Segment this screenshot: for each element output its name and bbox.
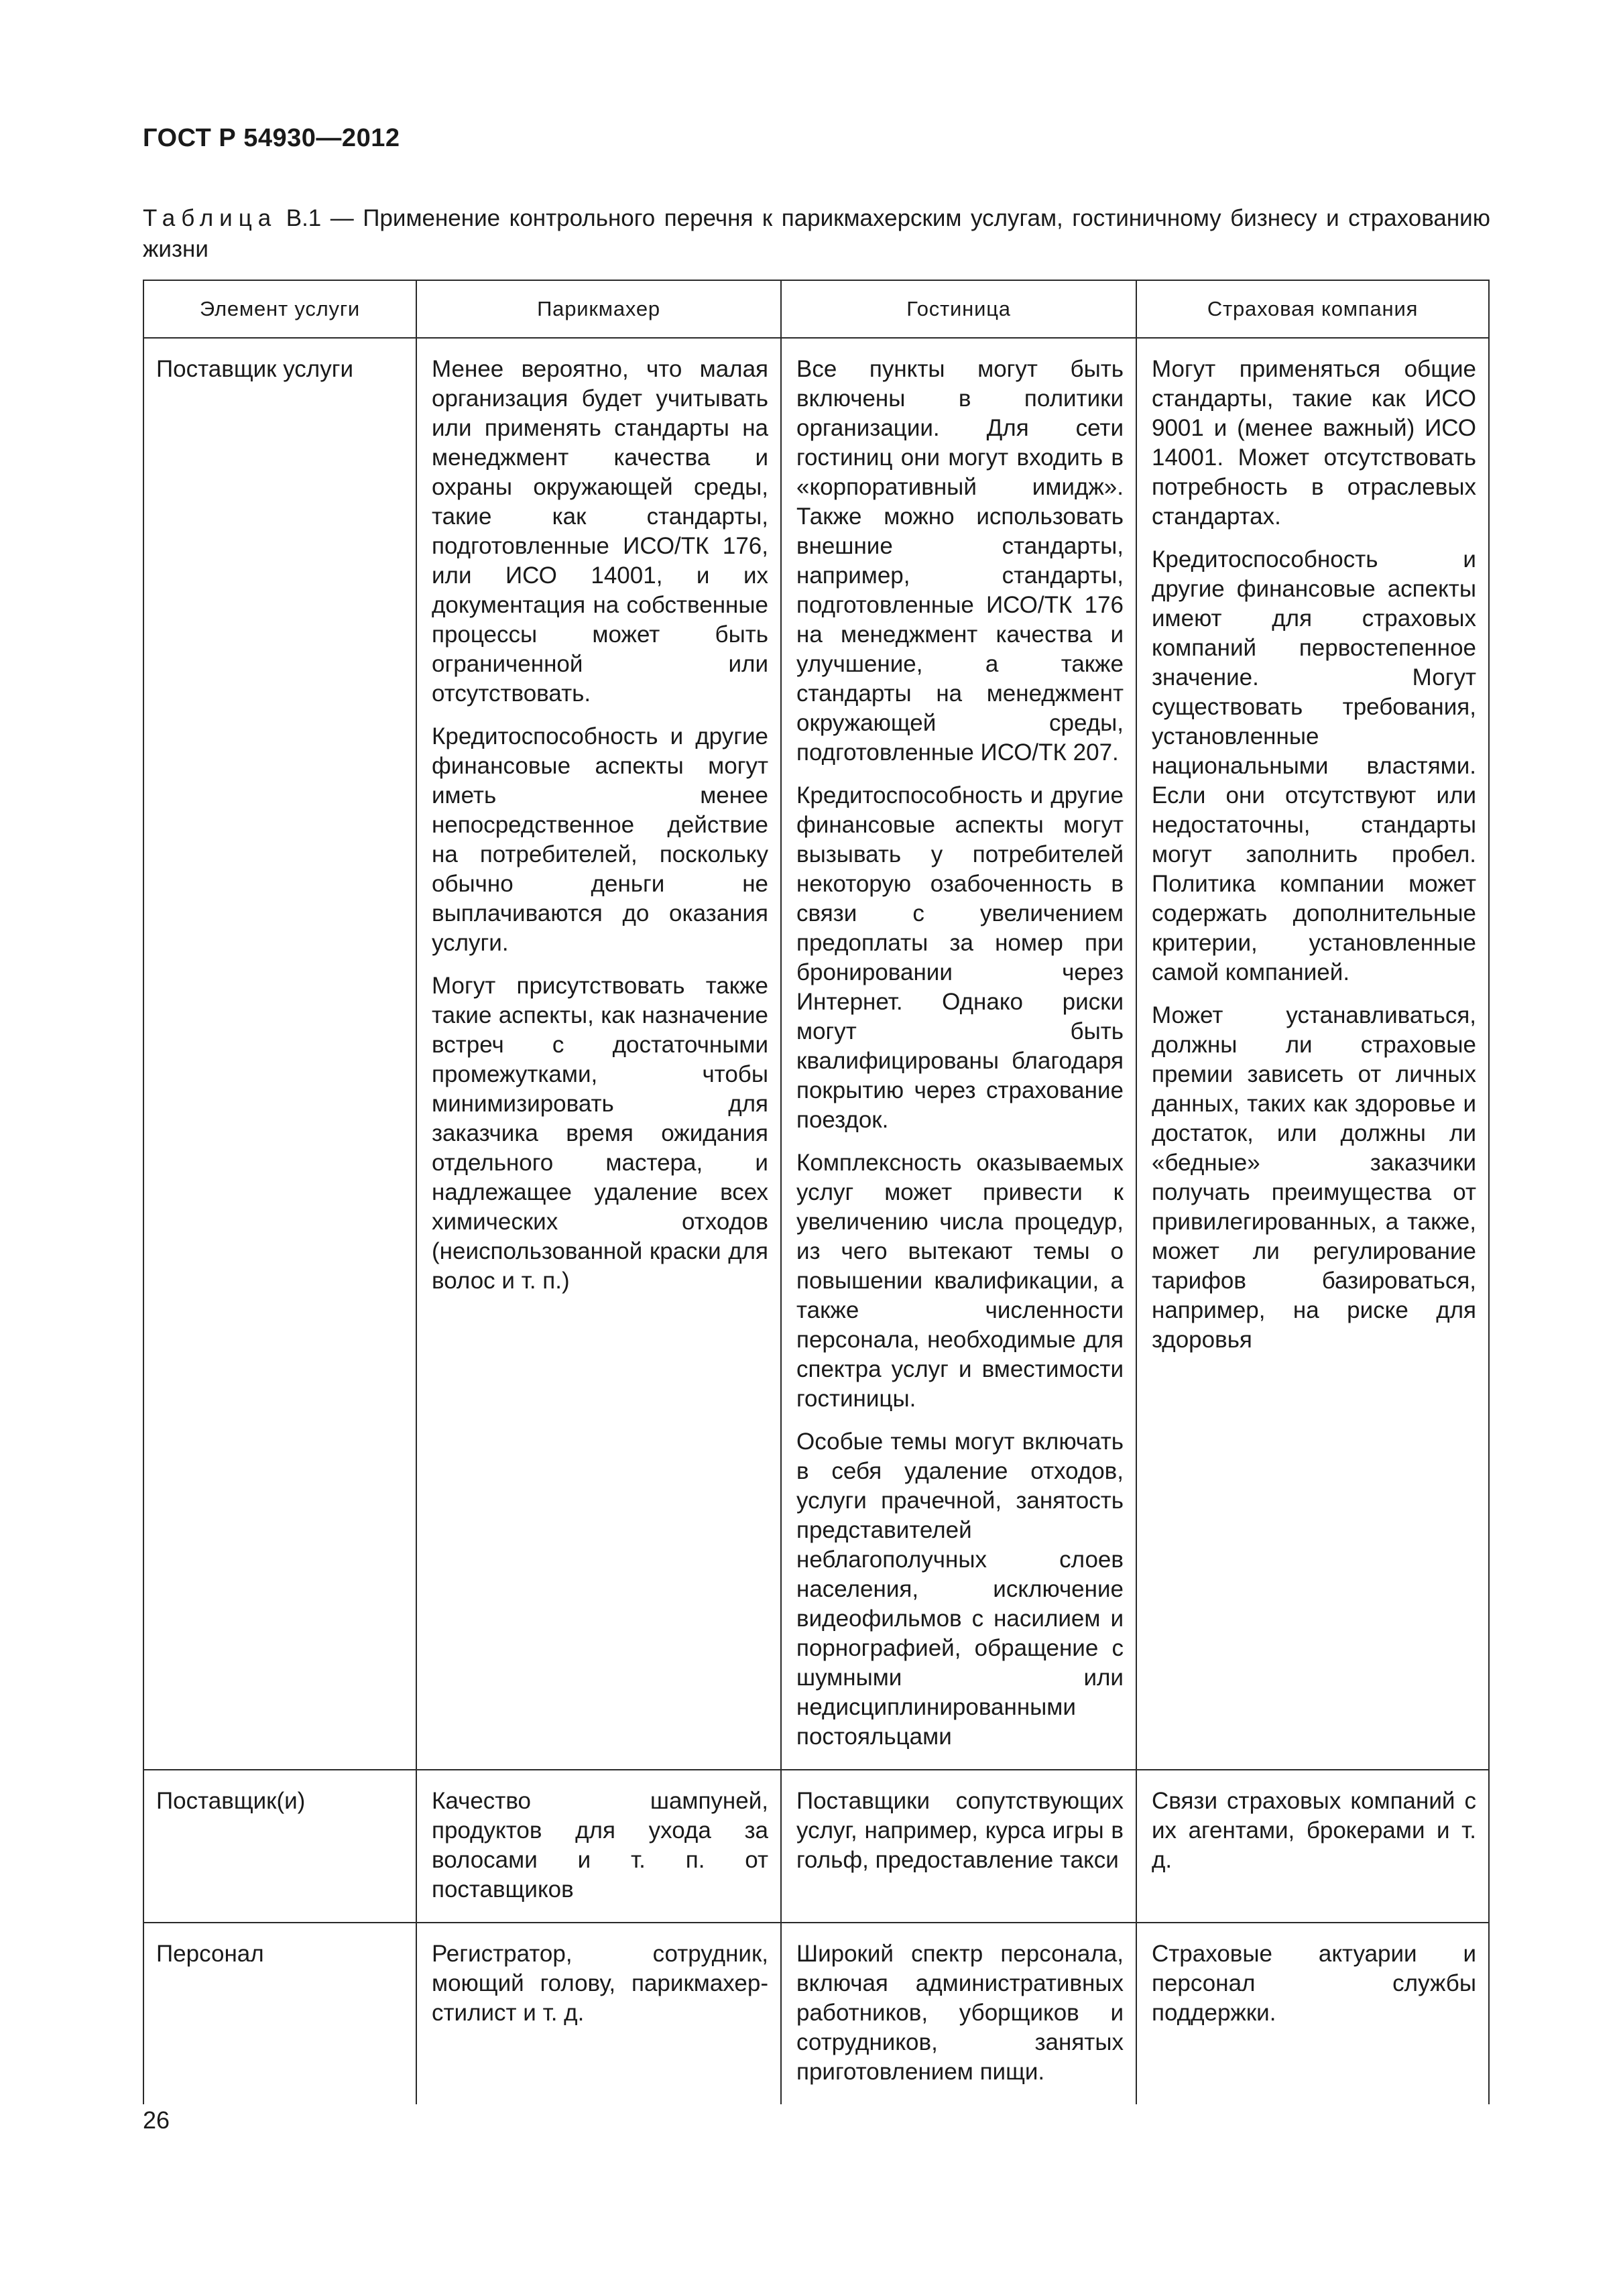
cell-paragraph: Связи страховых компаний с их агентами, брокерами и т. д. (1152, 1788, 1476, 1873)
cell-hairdresser (416, 338, 781, 1770)
cell-hotel (781, 1923, 1136, 2104)
cell-paragraph: Кредитоспособность и другие финансовые аспекты могут иметь менее непосредственное действие на потребителей, поскольку обычно деньги не выплачиваются до оказания услуги. (432, 723, 768, 956)
cell-paragraph: Регистратор, сотрудник, моющий голову, парикмахер-стилист и т. д. (432, 1941, 768, 2026)
cell-hairdresser (416, 1770, 781, 1923)
page-number: 26 (143, 2106, 170, 2134)
cell-paragraph: Могут присутствовать также такие аспекты, как назначение встреч с достаточными промежутками, чтобы минимизировать для заказчика время ожидания отдельного мастера, и надлежащее удаление всех химических отходов (неиспользованной краски для волос и т. п.) (432, 973, 768, 1294)
cell-insurance (1136, 1770, 1489, 1923)
table-caption-text: В.1 — Применение контрольного перечня к парикмахерским услугам, гостиничному бизнесу и страхованию жизни (143, 205, 1490, 262)
table-header-row (143, 280, 1489, 338)
table-caption (143, 203, 1490, 265)
cell-paragraph: Может устанавливаться, должны ли страховые премии зависеть от личных данных, таких как здоровье и достаток, или должны ли «бедные» заказчики получать преимущества от привилегированных, а также, может ли регулирование тарифов базироваться, например, на риске для здоровья (1152, 1002, 1476, 1353)
cell-service-element: Персонал (143, 1923, 416, 2104)
cell-paragraph: Качество шампуней, продуктов для ухода за волосами и т. п. от поставщиков (432, 1788, 768, 1902)
cell-paragraph: Все пункты могут быть включены в политики организации. Для сети гостиниц они могут входить в «корпоративный имидж». Также можно использовать внешние стандарты, например, стандарты, подготовленные ИСО/ТК 176 на менеджмент качества и улучшение, а также стандарты на менеджмент окружающей среды, подготовленные ИСО/ТК 207. (796, 356, 1124, 766)
cell-hotel (781, 338, 1136, 1770)
cell-paragraph: Особые темы могут включать в себя удаление отходов, услуги прачечной, занятость представителей неблагополучных слоев населения, исключение видеофильмов с насилием и порнографией, обращение с шумными или недисциплинированными постояльцами (796, 1429, 1124, 1750)
cell-paragraph: Страховые актуарии и персонал службы поддержки. (1152, 1941, 1476, 2026)
cell-paragraph: Комплексность оказываемых услуг может привести к увеличению числа процедур, из чего вытекают темы о повышении квалификации, а также численности персонала, необходимые для спектра услуг и вместимости гостиницы. (796, 1150, 1124, 1412)
document-header: ГОСТ Р 54930—2012 (143, 124, 400, 152)
column-header-element: Элемент услуги (143, 280, 416, 338)
cell-hairdresser (416, 1923, 781, 2104)
column-header-hotel: Гостиница (781, 280, 1136, 338)
cell-paragraph: Поставщики сопутствующих услуг, например, курса игры в гольф, предоставление такси (796, 1788, 1124, 1873)
cell-paragraph: Кредитоспособность и другие финансовые аспекты имеют для страховых компаний первостепенное значение. Могут существовать требования, установленные национальными властями. Если они отсутствуют или недостаточны, стандарты могут заполнить пробел. Политика компании может содержать дополнительные критерии, установленные самой компанией. (1152, 546, 1476, 985)
checklist-table (143, 280, 1490, 2104)
column-header-insurance: Страховая компания (1136, 280, 1489, 338)
cell-insurance (1136, 338, 1489, 1770)
cell-paragraph: Менее вероятно, что малая организация будет учитывать или применять стандарты на менеджмент качества и охраны окружающей среды, такие как стандарты, подготовленные ИСО/ТК 176, или ИСО 14001, и их документация на собственные процессы может быть ограниченной или отсутствовать. (432, 356, 768, 707)
cell-service-element: Поставщик(и) (143, 1770, 416, 1923)
cell-hotel (781, 1770, 1136, 1923)
column-header-hairdresser: Парикмахер (416, 280, 781, 338)
cell-insurance (1136, 1923, 1489, 2104)
cell-paragraph: Кредитоспособность и другие финансовые аспекты могут вызывать у потребителей некоторую озабоченность в связи с увеличением предоплаты за номер при бронировании через Интернет. Однако риски могут быть квалифицированы благодаря покрытию через страхование поездок. (796, 782, 1124, 1133)
table-row (143, 338, 1489, 1770)
table-caption-label: Таблица (143, 205, 278, 231)
cell-paragraph: Широкий спектр персонала, включая административных работников, уборщиков и сотрудников, занятых приготовлением пищи. (796, 1941, 1124, 2085)
cell-paragraph: Могут применяться общие стандарты, такие как ИСО 9001 и (менее важный) ИСО 14001. Может отсутствовать потребность в отраслевых стандартах. (1152, 356, 1476, 530)
cell-service-element: Поставщик услуги (143, 338, 416, 1770)
table-row (143, 1923, 1489, 2104)
table-row (143, 1770, 1489, 1923)
